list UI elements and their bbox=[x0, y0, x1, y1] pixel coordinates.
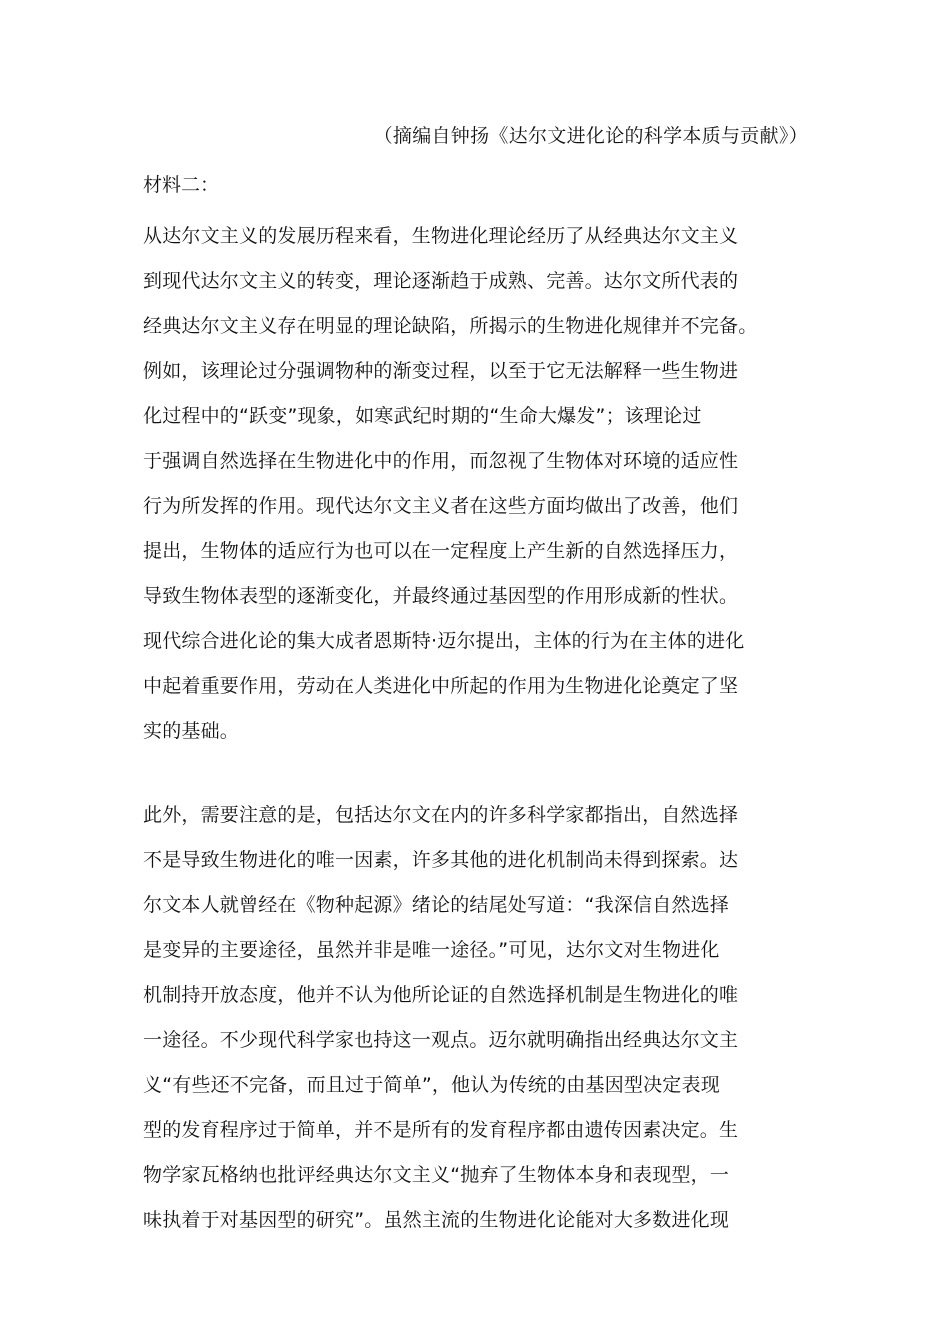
text-line: 实的基础。 bbox=[143, 720, 240, 742]
text-line: 味执着于对基因型的研究”。虽然主流的生物进化论能对大多数进化现 bbox=[143, 1209, 730, 1231]
section-heading: 材料二： bbox=[143, 174, 220, 196]
text-line: 中起着重要作用，劳动在人类进化中所起的作用为生物进化论奠定了坚 bbox=[143, 675, 739, 697]
source-citation: （摘编自钟扬《达尔文进化论的科学本质与贡献》） bbox=[373, 125, 808, 147]
paragraph-1 bbox=[143, 214, 823, 754]
text-line: 从达尔文主义的发展历程来看，生物进化理论经历了从经典达尔文主义 bbox=[143, 225, 739, 247]
text-line: 是变异的主要途径，虽然并非是唯一途径。”可见，达尔文对生物进化 bbox=[143, 939, 720, 961]
text-line: 例如，该理论过分强调物种的渐变过程，以至于它无法解释一些生物进 bbox=[143, 360, 739, 382]
text-line: 化过程中的“跃变”现象，如寒武纪时期的“生命大爆发”；该理论过 bbox=[143, 405, 702, 427]
text-line: 经典达尔文主义存在明显的理论缺陷，所揭示的生物进化规律并不完备。 bbox=[143, 315, 758, 337]
text-line: 义“有些还不完备，而且过于简单”，他认为传统的由基因型决定表现 bbox=[143, 1074, 720, 1096]
text-line: 于强调自然选择在生物进化中的作用，而忽视了生物体对环境的适应性 bbox=[143, 450, 739, 472]
text-line: 提出，生物体的适应行为也可以在一定程度上产生新的自然选择压力， bbox=[143, 540, 739, 562]
text-line: 此外，需要注意的是，包括达尔文在内的许多科学家都指出，自然选择 bbox=[143, 804, 739, 826]
paragraph-2 bbox=[143, 793, 823, 1243]
text-line: 行为所发挥的作用。现代达尔文主义者在这些方面均做出了改善，他们 bbox=[143, 495, 739, 517]
text-line: 物学家瓦格纳也批评经典达尔文主义“抛弃了生物体本身和表现型，一 bbox=[143, 1164, 730, 1186]
text-line: 尔文本人就曾经在《物种起源》绪论的结尾处写道：“我深信自然选择 bbox=[143, 894, 730, 916]
text-line: 机制持开放态度，他并不认为他所论证的自然选择机制是生物进化的唯 bbox=[143, 984, 739, 1006]
text-line: 到现代达尔文主义的转变，理论逐渐趋于成熟、完善。达尔文所代表的 bbox=[143, 270, 739, 292]
text-line: 现代综合进化论的集大成者恩斯特·迈尔提出，主体的行为在主体的进化 bbox=[143, 630, 745, 652]
text-line: 型的发育程序过于简单，并不是所有的发育程序都由遗传因素决定。生 bbox=[143, 1119, 739, 1141]
text-line: 不是导致生物进化的唯一因素，许多其他的进化机制尚未得到探索。达 bbox=[143, 849, 739, 871]
text-line: 一途径。不少现代科学家也持这一观点。迈尔就明确指出经典达尔文主 bbox=[143, 1029, 739, 1051]
text-line: 导致生物体表型的逐渐变化，并最终通过基因型的作用形成新的性状。 bbox=[143, 585, 739, 607]
